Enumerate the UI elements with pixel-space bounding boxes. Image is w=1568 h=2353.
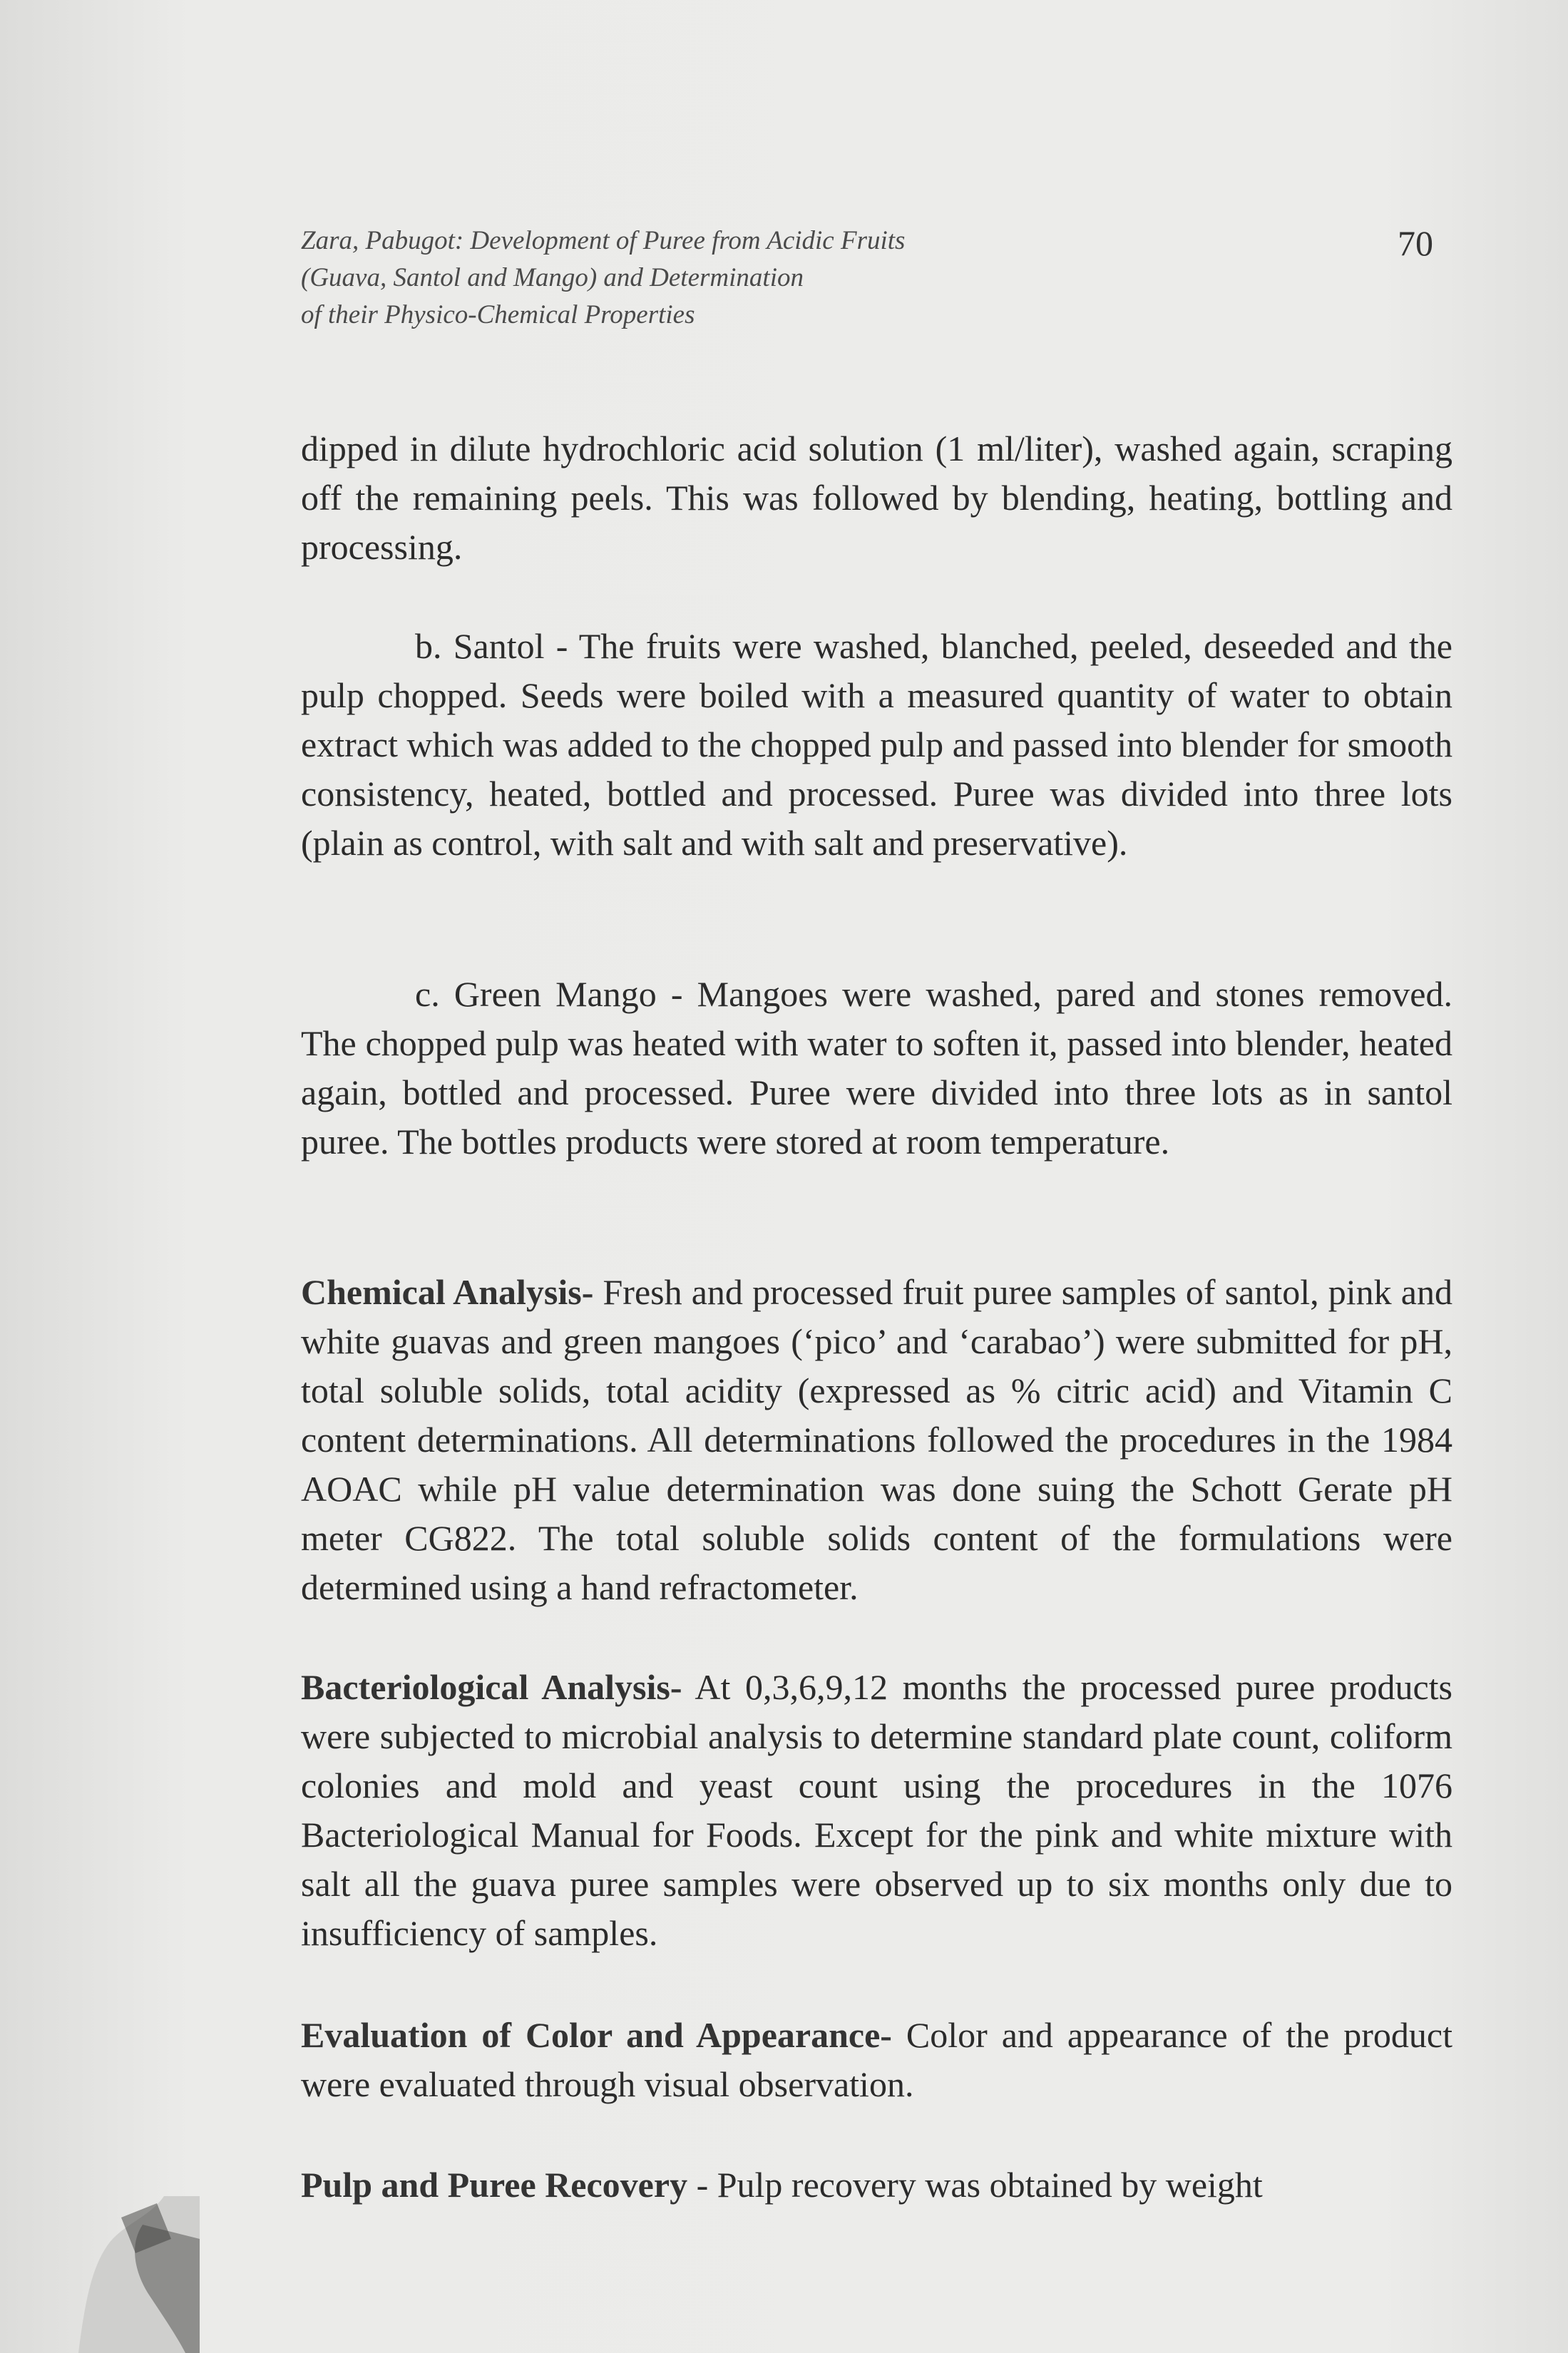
page-number: 70 [1398,223,1433,263]
paragraph-santol: b. Santol - The fruits were washed, blanched, peeled, deseeded and the pulp chopped. Seeds were boiled with a measured quantity of water to obtain extract which was added to the chopped pulp and passed into blender for smooth consistency, heated, bottled and processed. Puree was divided into three lots (plain as control, with salt and with salt and preservative). [301,626,1452,863]
text-bacteriological-analysis: At 0,3,6,9,12 months the processed puree products were subjected to microbial analysis to determine standard plate count, coliform colonies and mold and yeast count using the procedures in the 1076 Bacteriological Manual for Foods. Except for the pink and white mixture with salt all the guava puree samples were observed up to six months only due to insufficiency of samples. [301,1667,1453,1953]
paragraph-color-appearance [301,2011,1452,2109]
heading-chemical-analysis: Chemical Analysis- [301,1272,594,1312]
scan-corner-artifact [78,2196,200,2353]
text-chemical-analysis: Fresh and processed fruit puree samples of santol, pink and white guavas and green mangoes (‘pico’ and ‘carabao’) were submitted for pH, total soluble solids, total acidity (expressed as % citric acid) and Vitamin C content determinations. All determinations followed the procedures in the 1984 AOAC while pH value determination was done suing the Schott Gerate pH meter CG822. The total soluble solids content of the formulations were determined using a hand refractometer. [301,1272,1452,1607]
header-line-2: (Guava, Santol and Mango) and Determination [301,263,804,292]
text-pulp-recovery: - Pulp recovery was obtained by weight [687,2165,1263,2205]
text-color-appearance: Color and appearance of the product were evaluated through visual observation. [301,2015,1453,2104]
header-line-3: of their Physico-Chemical Properties [301,300,695,329]
header-line-1: Zara, Pabugot: Development of Puree from Acidic Fruits [301,226,906,255]
heading-bacteriological-analysis: Bacteriological Analysis- [301,1667,682,1707]
paragraph-bacteriological-analysis [301,1663,1452,1958]
paragraph-chemical-analysis [301,1268,1452,1612]
running-header [301,222,1228,334]
heading-color-appearance: Evaluation of Color and Appearance- [301,2015,892,2055]
paragraph-continuation: dipped in dilute hydrochloric acid solution (1 ml/liter), washed again, scraping off the remaining peels. This was followed by blending, heating, bottling and processing. [301,429,1452,567]
heading-pulp-recovery: Pulp and Puree Recovery [301,2165,688,2205]
paragraph-pulp-recovery [301,2160,1452,2210]
paragraph-green-mango: c. Green Mango - Mangoes were washed, pared and stones removed. The chopped pulp was heated with water to soften it, passed into blender, heated again, bottled and processed. Puree were divided into three lots as in santol puree. The bottles products were stored at room temperature. [301,974,1452,1162]
